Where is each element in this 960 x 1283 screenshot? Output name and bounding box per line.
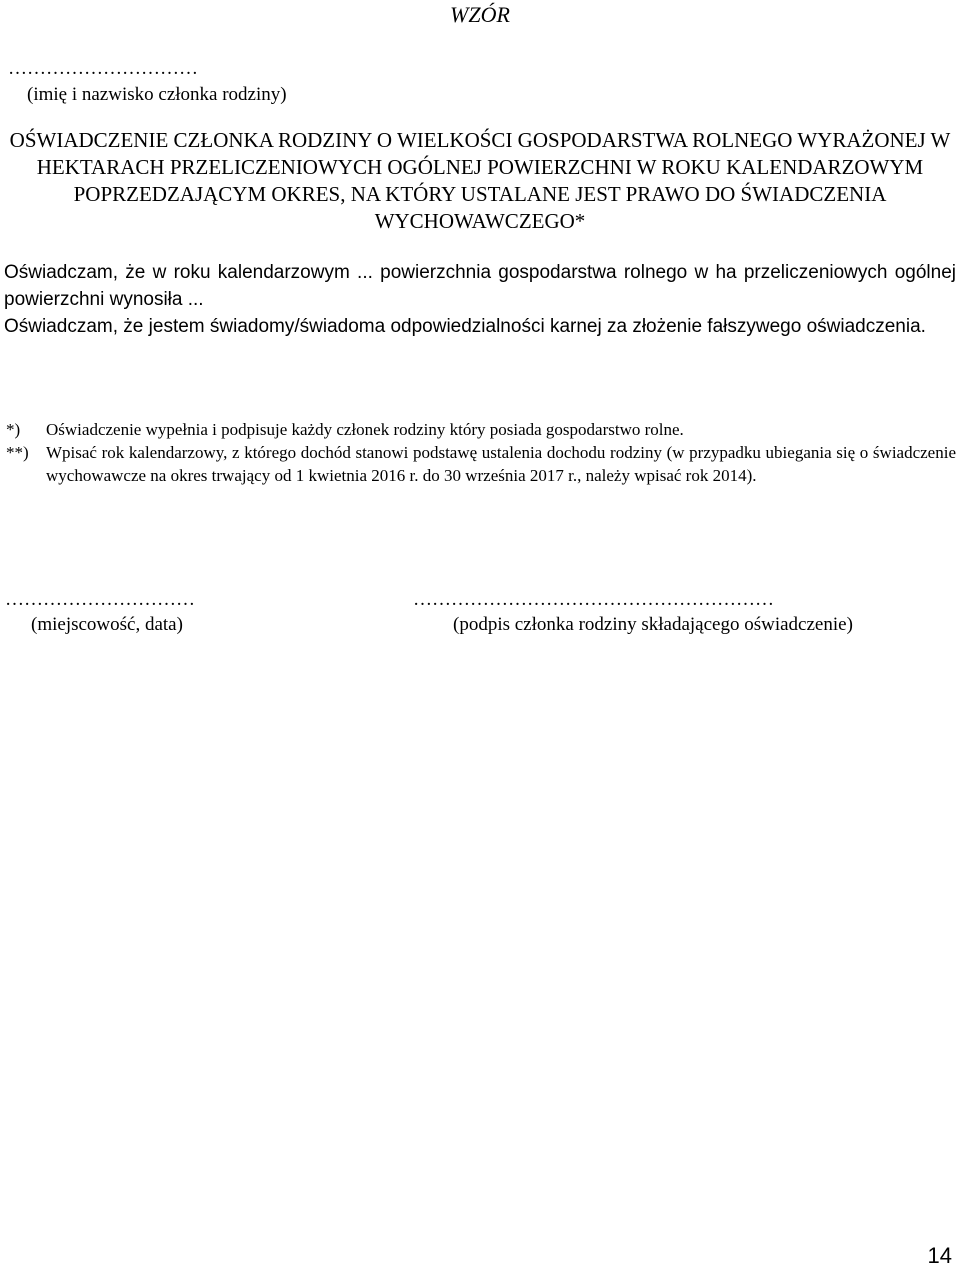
signature-blank: ………………………………………………… (413, 589, 774, 610)
footnote-2 (6, 441, 956, 487)
member-name-caption: (imię i nazwisko członka rodziny) (27, 84, 287, 105)
document-title: OŚWIADCZENIE CZŁONKA RODZINY O WIELKOŚCI GOSPODARSTWA ROLNEGO WYRAŻONEJ W HEKTARACH PRZELICZENIOWYCH OGÓLNEJ POWIERZCHNI W ROKU KALENDARZOWYM POPRZEDZAJĄCYM OKRES, NA KTÓRY USTALANE JEST PRAWO DO ŚWIADCZENIA WYCHOWAWCZEGO* (9, 128, 951, 233)
footnote-mark: *) (6, 420, 21, 439)
place-date-blank: ………………………… (5, 589, 195, 610)
page-number: 14 (927, 1243, 952, 1268)
member-name-blank: ………………………… (8, 58, 198, 79)
footnote-text: Wpisać rok kalendarzowy, z którego dochód stanowi podstawę ustalenia dochodu rodziny (w przypadku ubiegania się o świadczenie wychowawcze na okres trwający od 1 kwietnia 2016 r. do 30 września 2017 r., należy wpisać rok 2014). (46, 443, 956, 485)
footnote-text: Oświadczenie wypełnia i podpisuje każdy członek rodziny który posiada gospodarstwo rolne. (46, 420, 684, 439)
place-date-caption: (miejscowość, data) (31, 614, 183, 635)
declaration-liability: Oświadczam, że jestem świadomy/świadoma odpowiedzialności karnej za złożenie fałszywego oświadczenia. (4, 316, 926, 337)
footnote-mark: **) (6, 443, 29, 462)
signature-caption: (podpis członka rodziny składającego oświadczenie) (453, 614, 853, 635)
footnote-1 (6, 418, 956, 441)
footnotes (6, 418, 956, 487)
template-label: WZÓR (450, 2, 510, 27)
declaration-area: Oświadczam, że w roku kalendarzowym ... powierzchnia gospodarstwa rolnego w ha przeliczeniowych ogólnej powierzchni wynosiła ... (4, 262, 956, 310)
